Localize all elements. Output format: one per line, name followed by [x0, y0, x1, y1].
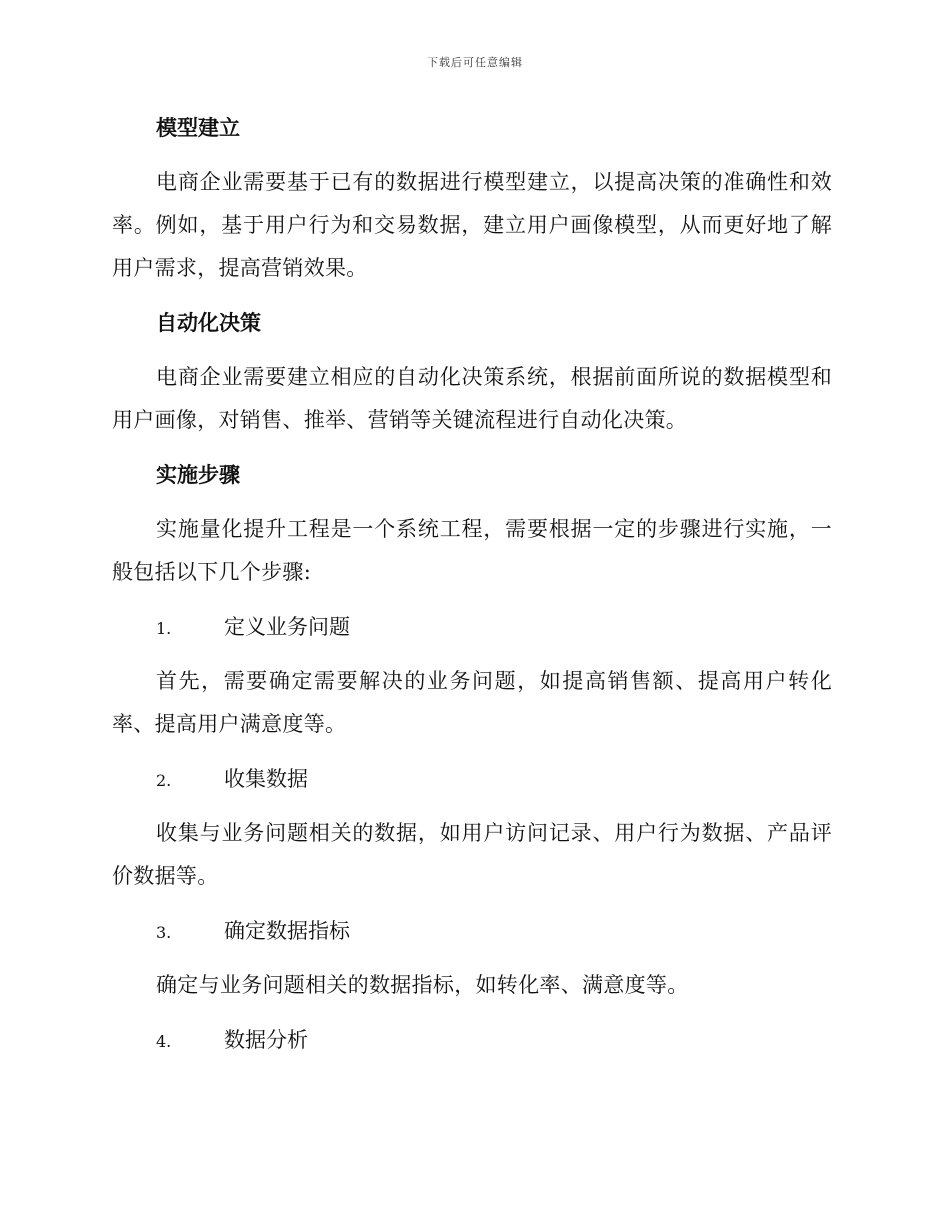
- step-title: 确定数据指标: [224, 919, 350, 943]
- page-header: 下载后可任意编辑: [427, 56, 523, 69]
- step-title: 收集数据: [224, 767, 308, 791]
- paragraph-implementation: 实施量化提升工程是一个系统工程，需要根据一定的步骤进行实施，一般包括以下几个步骤:: [112, 517, 832, 584]
- step-paragraph-1: 首先，需要确定需要解决的业务问题，如提高销售额、提高用户转化率、提高用户满意度等。: [112, 669, 832, 736]
- step-number: 4.: [156, 1032, 172, 1051]
- step-number: 3.: [156, 923, 172, 942]
- section-heading-implementation: 实施步骤: [156, 463, 240, 487]
- step-number: 2.: [156, 771, 172, 790]
- step-item-2: [112, 759, 832, 799]
- step-item-3: [112, 911, 832, 951]
- document-content: [112, 108, 832, 1060]
- step-title: 定义业务问题: [224, 615, 350, 639]
- section-heading-automation: 自动化决策: [156, 311, 261, 335]
- step-item-4: [112, 1020, 832, 1060]
- step-paragraph-2: 收集与业务问题相关的数据，如用户访问记录、用户行为数据、产品评价数据等。: [112, 821, 832, 888]
- step-paragraph-3: 确定与业务问题相关的数据指标，如转化率、满意度等。: [156, 973, 689, 997]
- section-heading-model: 模型建立: [156, 116, 240, 140]
- step-title: 数据分析: [224, 1028, 308, 1052]
- step-item-1: [112, 607, 832, 647]
- paragraph-model: 电商企业需要基于已有的数据进行模型建立，以提高决策的准确性和效率。例如，基于用户行为和交易数据，建立用户画像模型，从而更好地了解用户需求，提高营销效果。: [112, 170, 832, 280]
- step-number: 1.: [156, 619, 172, 638]
- paragraph-automation: 电商企业需要建立相应的自动化决策系统，根据前面所说的数据模型和用户画像，对销售、推举、营销等关键流程进行自动化决策。: [112, 365, 832, 432]
